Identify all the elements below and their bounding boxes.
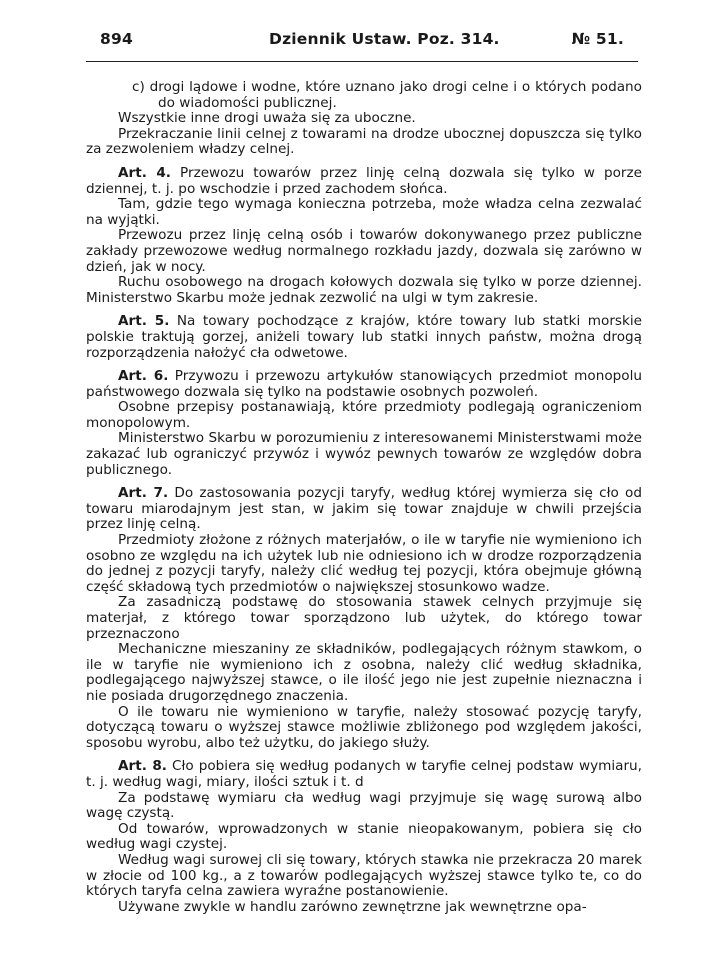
- article-8: [86, 759, 642, 790]
- list-item-c: c) drogi lądowe i wodne, które uznano jako drogi celne i o których podano do wiadomości publicznej.: [132, 79, 642, 111]
- paragraph: Osobne przepisy postanawiają, które przedmioty podlegają ograniczeniom monopolowym.: [86, 399, 642, 431]
- article-6: [86, 369, 642, 400]
- article-4: [86, 166, 642, 197]
- paragraph: Przedmioty złożone z różnych materjałów, o ile w taryfie nie wymieniono ich osobno ze względu na ich użytek lub nie odniesiono ich w drodze rozporządzenia do jednej z pozycji taryfy, należy clić według tej pozycji, która obejmuje główną część składową tych przedmiotów o największej stosunkowo wadze.: [86, 532, 642, 595]
- paragraph: Według wagi surowej cli się towary, których stawka nie przekracza 20 marek w złocie od 100 kg., a z towarów podlegających wyższej stawce tylko te, co do których taryfa celna zawiera wyraźne postanowienie.: [86, 851, 642, 900]
- issue-number: № 51.: [571, 30, 624, 48]
- article-text: Na towary pochodzące z krajów, które towary lub statki morskie polskie traktują gorzej, aniżeli towary lub statki innych państw, można drogą rozporządzenia nałożyć cła odwetowe.: [86, 313, 643, 361]
- paragraph: Używane zwykle w handlu zarówno zewnętrzne jak wewnętrzne opa-: [118, 898, 587, 915]
- article-label: Art. 5.: [118, 313, 170, 330]
- page-header: [86, 30, 638, 54]
- article-text: Cło pobiera się według podanych w taryfie celnej podstaw wymiaru, t. j. według wagi, miary, ilości sztuk i t. d: [86, 758, 642, 790]
- paragraph: Przekraczanie linii celnej z towarami na drodze ubocznej dopuszcza się tylko za zezwoleniem władzy celnej.: [86, 125, 642, 158]
- paragraph: Za zasadniczą podstawę do stosowania stawek celnych przyjmuje się materjał, z którego towar sporządzono lub użytek, do którego towar przeznaczono: [86, 594, 642, 642]
- article-label: Art. 7.: [118, 485, 169, 502]
- document-body: [86, 80, 642, 915]
- paragraph: Ministerstwo Skarbu w porozumieniu z interesowanemi Ministerstwami może zakazać lub ograniczyć przywóz i wywóz pewnych towarów ze względów dobra publicznego.: [86, 430, 642, 478]
- article-7: [86, 486, 642, 533]
- paragraph: O ile towaru nie wymieniono w taryfie, należy stosować pozycję taryfy, dotyczącą towaru o wyższej stawce możliwie zbliżonego pod względem jakości, sposobu wyrobu, albo też użytku, do jakiego służy.: [86, 703, 642, 751]
- journal-title: Dziennik Ustaw. Poz. 314.: [269, 30, 500, 48]
- article-text: Przywozu i przewozu artykułów stanowiących przedmiot monopolu państwowego dozwala się tylko na podstawie osobnych pozwoleń.: [86, 368, 642, 400]
- paragraph: Tam, gdzie tego wymaga konieczna potrzeba, może władza celna zezwalać na wyjątki.: [86, 196, 642, 228]
- article-label: Art. 8.: [118, 758, 167, 775]
- article-text: Do zastosowania pozycji taryfy, według której wymierza się cło od towaru miarodajnym jest stan, w jakim się towar znajduje w chwili przejścia przez linję celną.: [86, 485, 642, 533]
- paragraph: Mechaniczne mieszaniny ze składników, podlegających różnym stawkom, o ile w taryfie nie wymieniono ich z osobna, należy clić według składnika, podlegającego najwyższej stawce, o ile ilość jego nie jest zupełnie nieznaczna i nie posiada drugorzędnego znaczenia.: [86, 641, 642, 704]
- header-rule: [86, 61, 638, 62]
- paragraph: Wszystkie inne drogi uważa się za uboczne.: [118, 110, 416, 127]
- article-text: Przewozu towarów przez linję celną dozwala się tylko w porze dziennej, t. j. po wschodzie i przed zachodem słońca.: [86, 164, 642, 197]
- paragraph: Od towarów, wprowadzonych w stanie nieopakowanym, pobiera się cło według wagi czystej.: [86, 820, 642, 853]
- paragraph: Za podstawę wymiaru cła według wagi przyjmuje się wagę surową albo wagę czystą.: [86, 789, 642, 822]
- article-label: Art. 4.: [118, 164, 171, 181]
- paragraph: Przewozu przez linję celną osób i towarów dokonywanego przez publiczne zakłady przewozowe według normalnego rozkładu jazdy, dozwala się zarówno w dzień, jak w nocy.: [86, 227, 642, 275]
- article-5: [86, 314, 642, 361]
- page-number: 894: [100, 30, 133, 48]
- article-label: Art. 6.: [118, 368, 169, 385]
- paragraph: Ruchu osobowego na drogach kołowych dozwala się tylko w porze dziennej. Ministerstwo Skarbu może jednak zezwolić na ulgi w tym zakresie.: [86, 274, 642, 306]
